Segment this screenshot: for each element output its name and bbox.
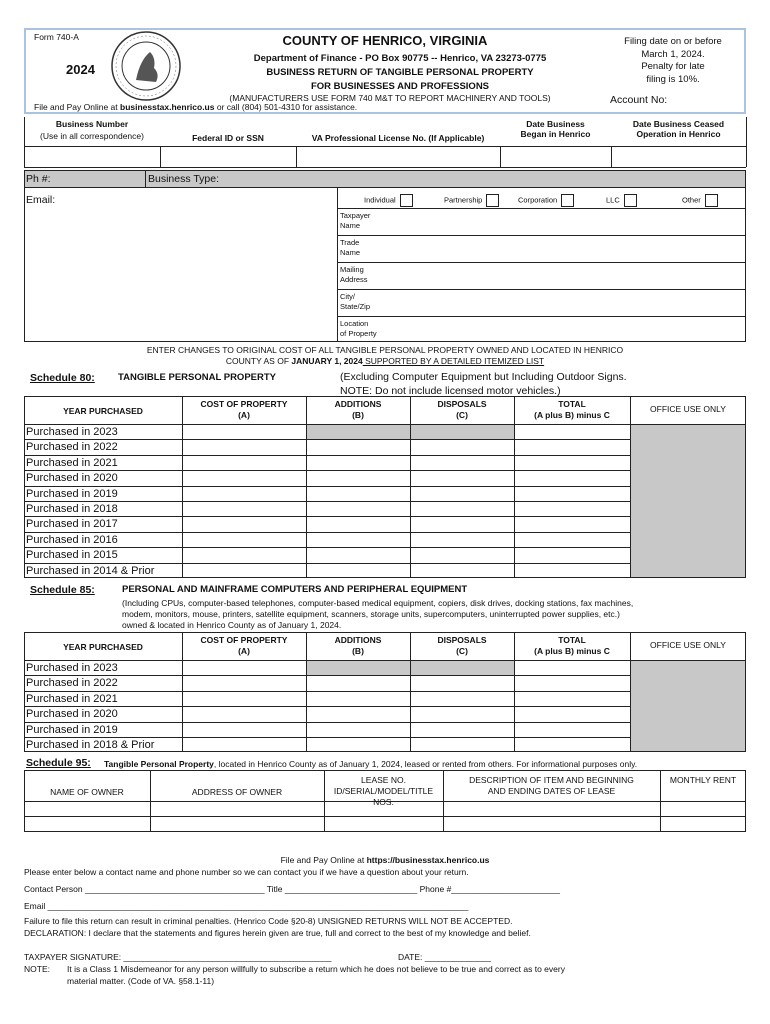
col-monthly-rent: MONTHLY RENT: [669, 775, 737, 785]
schedule-80-cell-input[interactable]: [411, 548, 513, 561]
schedule-80-cell-input[interactable]: [183, 517, 305, 530]
schedule-85-cell-input[interactable]: [411, 676, 513, 689]
location-field[interactable]: [385, 317, 745, 341]
business-number-header: Business Number: [55, 119, 129, 129]
schedule-80-cell-input[interactable]: [515, 502, 629, 515]
schedule-80-cell-input[interactable]: [411, 456, 513, 469]
schedule-80-cell-input[interactable]: [411, 487, 513, 500]
online-note: File and Pay Online at businesstax.henrico.us or call (804) 501-4310 for assistance.: [34, 102, 358, 112]
schedule-80-row-label: Purchased in 2021: [26, 456, 118, 469]
type-llc[interactable]: LLC: [606, 194, 637, 207]
contact-line[interactable]: Contact Person ______________________________________ Title ____________________________ Phone #_______________________: [24, 884, 561, 894]
schedule-85-cell-input[interactable]: [183, 692, 305, 705]
schedule-85-header-year: YEAR PURCHASED: [63, 642, 143, 652]
declaration: DECLARATION: I declare that the statements and figures herein given are true, full and correct to the best of my knowledge and belief.: [24, 928, 531, 938]
va-license-header: VA Professional License No. (If Applicable): [311, 133, 485, 143]
schedule-80-row-label: Purchased in 2022: [26, 441, 118, 454]
schedule-80-cell-input[interactable]: [307, 487, 409, 500]
type-partnership[interactable]: Partnership: [444, 194, 499, 207]
schedule-80-cell-input[interactable]: [411, 517, 513, 530]
trade-name-field[interactable]: [385, 236, 745, 261]
schedule-80-cell-input[interactable]: [307, 502, 409, 515]
schedule-85-row-label: Purchased in 2018 & Prior: [26, 739, 155, 751]
city-state-zip-field[interactable]: [385, 290, 745, 315]
schedule-80-row-label: Purchased in 2020: [26, 472, 118, 485]
schedule-85-cell-input[interactable]: [515, 707, 629, 720]
schedule-80-cell-input[interactable]: [183, 440, 305, 453]
schedule-85-cell-input[interactable]: [307, 692, 409, 705]
taxpayer-name-label: Taxpayer Name: [340, 211, 371, 230]
contact-request: Please enter below a contact name and phone number so we can contact you if we have a question about your return.: [24, 867, 469, 877]
schedule-85-cell-input[interactable]: [307, 676, 409, 689]
schedule-85-cell-input[interactable]: [515, 692, 629, 705]
schedule-85-row-label: Purchased in 2023: [26, 662, 118, 674]
schedule-80-cell-input[interactable]: [307, 440, 409, 453]
schedule-85-header-office: OFFICE USE ONLY: [650, 640, 726, 650]
other-checkbox[interactable]: [705, 194, 718, 207]
schedule-95-title: Tangible Personal Property, located in Henrico County as of January 1, 2024, leased or rented from others. For informational purposes only.: [104, 759, 638, 769]
taxpayer-name-field[interactable]: [385, 209, 745, 234]
schedule-80-cell-input[interactable]: [307, 456, 409, 469]
city-state-zip-label: City/ State/Zip: [340, 292, 371, 311]
schedule-85-cell-input[interactable]: [411, 692, 513, 705]
schedule-85-cell-input[interactable]: [183, 707, 305, 720]
date-began-header: Date Business Began in Henrico: [520, 119, 591, 139]
schedule-80-cell-input[interactable]: [515, 487, 629, 500]
schedule-80-row-label: Purchased in 2017: [26, 518, 118, 531]
schedule-80-cell-input[interactable]: [307, 564, 409, 577]
schedule-80-row-label: Purchased in 2016: [26, 533, 118, 546]
schedule-80-cell-input[interactable]: [411, 533, 513, 546]
schedule-80-header-office: OFFICE USE ONLY: [650, 404, 726, 414]
schedule-80-cell-input[interactable]: [515, 471, 629, 484]
online-url[interactable]: businesstax.henrico.us: [120, 102, 215, 112]
schedule-80-cell-input[interactable]: [411, 440, 513, 453]
email-label: Email:: [26, 194, 56, 206]
schedule-85-cell-input[interactable]: [515, 661, 629, 674]
schedule-85-header-disposals: DISPOSALS (C): [437, 635, 487, 656]
footer-online-url[interactable]: https://businesstax.henrico.us: [366, 855, 490, 865]
schedule-80-note-1: (Excluding Computer Equipment but Including Outdoor Signs.: [340, 371, 627, 383]
schedule-80-cell-input[interactable]: [183, 548, 305, 561]
business-number-subheader: (Use in all correspondence): [40, 131, 144, 141]
schedule-80-cell-input[interactable]: [183, 471, 305, 484]
schedule-80-cell-input[interactable]: [515, 533, 629, 546]
schedule-85-row-label: Purchased in 2019: [26, 723, 118, 736]
schedule-80-note-2: NOTE: Do not include licensed motor vehicles.): [340, 385, 561, 397]
account-no-label: Account No:: [610, 94, 668, 106]
manufacturers-note: (MANUFACTURERS USE FORM 740 M&T TO REPORT MACHINERY AND TOOLS): [229, 93, 551, 103]
schedule-80-row-label: Purchased in 2014 & Prior: [26, 564, 155, 577]
schedule-85-row-label: Purchased in 2022: [26, 677, 118, 690]
schedule-80-cell-input[interactable]: [411, 471, 513, 484]
schedule-80-cell-input[interactable]: [515, 564, 629, 577]
schedule-85-cell-input[interactable]: [183, 723, 305, 736]
schedule-80-cell-input[interactable]: [183, 487, 305, 500]
schedule-80-row-label: Purchased in 2018: [26, 503, 118, 515]
schedule-80-cell-input[interactable]: [183, 533, 305, 546]
schedule-80-row-label: Purchased in 2015: [26, 549, 118, 562]
schedule-95-label: Schedule 95:: [26, 757, 91, 769]
individual-checkbox[interactable]: [400, 194, 413, 207]
phone-label: Ph #:: [26, 173, 51, 185]
schedule-80-cell-input[interactable]: [307, 548, 409, 561]
schedule-85-title: PERSONAL AND MAINFRAME COMPUTERS AND PERIPHERAL EQUIPMENT: [122, 584, 468, 595]
form-year: 2024: [66, 62, 95, 77]
schedule-85-header-additions: ADDITIONS (B): [334, 635, 382, 656]
schedule-80-cell-input[interactable]: [183, 425, 305, 438]
schedule-80-cell-input[interactable]: [307, 517, 409, 530]
business-number-field[interactable]: [25, 147, 160, 166]
schedule-85-cell-input[interactable]: [307, 707, 409, 720]
va-license-field[interactable]: [297, 147, 500, 166]
federal-id-field[interactable]: [161, 147, 296, 166]
phone-field[interactable]: [60, 171, 144, 187]
schedule-80-header-total: TOTAL (A plus B) minus C: [534, 399, 610, 420]
schedule-85-cell-input[interactable]: [183, 661, 305, 674]
mailing-address-field[interactable]: [385, 263, 745, 288]
schedule-80-cell-input[interactable]: [411, 564, 513, 577]
llc-checkbox[interactable]: [624, 194, 637, 207]
type-other[interactable]: Other: [682, 194, 718, 207]
instructions-line-2: COUNTY AS OF JANUARY 1, 2024 SUPPORTED BY A DETAILED ITEMIZED LIST: [225, 356, 545, 366]
schedule-85-desc-2: modem, monitors, mouse, printers, satellite equipment, scanners, storage units, supercomputers, uninterrupted power supplies, etc.): [122, 609, 620, 619]
schedule-85-desc-3: owned & located in Henrico County as of January 1, 2024.: [122, 620, 342, 630]
schedule-80-cell-input[interactable]: [307, 471, 409, 484]
schedule-80-cell-input[interactable]: [515, 517, 629, 530]
schedule-85-cell-input[interactable]: [183, 676, 305, 689]
schedule-80-cell-input[interactable]: [515, 425, 629, 438]
date-began-field[interactable]: [501, 147, 611, 166]
department-address: Department of Finance - PO Box 90775 -- Henrico, VA 23273-0775: [253, 53, 547, 64]
schedule-80-cell-input[interactable]: [515, 456, 629, 469]
county-title: COUNTY OF HENRICO, VIRGINIA: [282, 33, 488, 48]
schedule-80-cell-input[interactable]: [183, 502, 305, 515]
schedule-85-header-cost: COST OF PROPERTY (A): [200, 635, 288, 656]
signature-line[interactable]: TAXPAYER SIGNATURE: ____________________________________________: [24, 952, 332, 962]
schedule-80-header-disposals: DISPOSALS (C): [437, 399, 487, 420]
col-name-of-owner: NAME OF OWNER: [50, 787, 124, 797]
trade-name-label: Trade Name: [340, 238, 361, 257]
schedule-80-row-label: Purchased in 2019: [26, 487, 118, 500]
schedule-85-row-label: Purchased in 2020: [26, 708, 118, 721]
email-line[interactable]: Email _________________________________________________________________________________________: [24, 901, 469, 911]
note-line-2: material matter. (Code of VA. §58.1-11): [67, 976, 215, 986]
partnership-checkbox[interactable]: [486, 194, 499, 207]
schedule-80-cell-input[interactable]: [515, 440, 629, 453]
note-line-1: It is a Class 1 Misdemeanor for any person willfully to subscribe a return which he does not believe to be true and correct as to every: [67, 964, 565, 974]
schedule-85-cell-input[interactable]: [307, 738, 409, 751]
schedule-85-table: [24, 632, 746, 752]
failure-notice: Failure to file this return can result in criminal penalties. (Henrico Code §20-8) UNSIGNED RETURNS WILL NOT BE ACCEPTED.: [24, 916, 513, 926]
schedule-85-row-label: Purchased in 2021: [26, 692, 118, 705]
federal-id-header: Federal ID or SSN: [192, 133, 264, 143]
business-type-label: Business Type:: [148, 173, 220, 185]
schedule-85-label: Schedule 85:: [30, 584, 95, 596]
note-label: NOTE:: [24, 964, 50, 974]
col-lease-no: LEASE NO. ID/SERIAL/MODEL/TITLE NOS.: [333, 775, 434, 807]
schedule-85-cell-input[interactable]: [515, 723, 629, 736]
schedule-80-table: [24, 396, 746, 578]
location-label: Location of Property: [340, 319, 377, 338]
schedule-80-header-year: YEAR PURCHASED: [63, 406, 143, 416]
schedule-85-desc-1: (Including CPUs, computer-based telephones, computer-based medical equipment, copiers, disk drives, docking stations, fax machines,: [122, 598, 634, 608]
schedule-80-cell-input[interactable]: [411, 502, 513, 515]
schedule-80-header-cost: COST OF PROPERTY (A): [200, 399, 288, 420]
type-corporation[interactable]: Corporation: [518, 194, 574, 207]
col-description: DESCRIPTION OF ITEM AND BEGINNING AND ENDING DATES OF LEASE: [469, 775, 634, 796]
form-id: Form 740-A: [34, 32, 79, 42]
instructions-line-1: ENTER CHANGES TO ORIGINAL COST OF ALL TANGIBLE PERSONAL PROPERTY OWNED AND LOCATED IN HENRICO: [146, 345, 624, 355]
col-address-of-owner: ADDRESS OF OWNER: [191, 787, 283, 797]
schedule-85-cell-input[interactable]: [411, 707, 513, 720]
schedule-85-cell-input[interactable]: [411, 723, 513, 736]
return-subtitle: FOR BUSINESSES AND PROFESSIONS: [310, 81, 490, 92]
schedule-80-cell-input[interactable]: [183, 564, 305, 577]
date-line[interactable]: DATE: ______________: [398, 952, 491, 962]
schedule-80-cell-input[interactable]: [183, 456, 305, 469]
mailing-address-label: Mailing Address: [340, 265, 368, 284]
county-seal-icon: [110, 30, 182, 102]
schedule-85-cell-input[interactable]: [183, 738, 305, 751]
corporation-checkbox[interactable]: [561, 194, 574, 207]
date-ceased-field[interactable]: [612, 147, 746, 166]
email-field[interactable]: [60, 191, 336, 207]
filing-deadline: Filing date on or before March 1, 2024. Penalty for late filing is 10%.: [624, 36, 722, 85]
schedule-85-cell-input[interactable]: [515, 676, 629, 689]
schedule-80-cell-input[interactable]: [307, 533, 409, 546]
schedule-85-cell-input[interactable]: [515, 738, 629, 751]
schedule-80-cell-input[interactable]: [515, 548, 629, 561]
schedule-80-row-label: Purchased in 2023: [26, 426, 118, 438]
schedule-85-header-total: TOTAL (A plus B) minus C: [534, 635, 610, 656]
schedule-85-cell-input[interactable]: [307, 723, 409, 736]
type-individual[interactable]: Individual: [364, 194, 413, 207]
schedule-80-title: TANGIBLE PERSONAL PROPERTY: [118, 372, 276, 383]
date-ceased-header: Date Business Ceased Operation in Henrico: [632, 119, 725, 139]
schedule-80-header-additions: ADDITIONS (B): [334, 399, 382, 420]
footer-online: File and Pay Online at https://businesstax.henrico.us: [280, 855, 490, 865]
return-title: BUSINESS RETURN OF TANGIBLE PERSONAL PROPERTY: [266, 67, 534, 78]
schedule-80-label: Schedule 80:: [30, 372, 95, 384]
schedule-85-cell-input[interactable]: [411, 738, 513, 751]
